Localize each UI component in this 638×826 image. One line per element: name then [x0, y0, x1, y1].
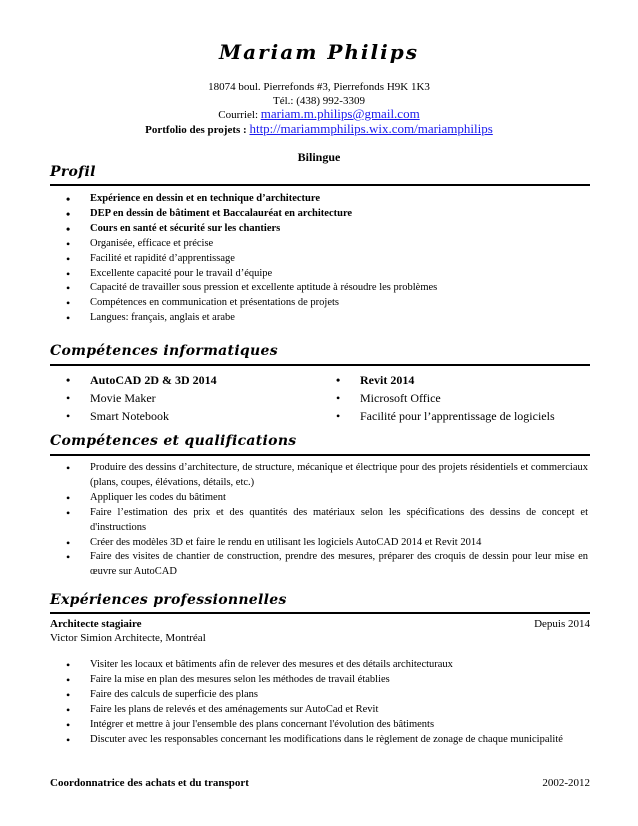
email-line	[0, 107, 638, 122]
section-title-profil: Profil	[50, 164, 96, 180]
bilingual-note: Bilingue	[297, 150, 341, 164]
list-item: • Faire des visites de chantier de construction, prendre des mesures, préparer des croquis de dessin pour leur mise en œuvre sur AutoCAD	[66, 550, 588, 580]
job-date: Depuis 2014	[534, 618, 590, 630]
section-divider	[50, 454, 590, 456]
list-item: • AutoCAD 2D & 3D 2014	[66, 371, 316, 389]
section-title-informatique: Compétences informatiques	[50, 343, 278, 359]
job-date: 2002-2012	[542, 777, 590, 789]
address: 18074 boul. Pierrefonds #3, Pierrefonds H9K 1K3	[208, 81, 430, 93]
list-item: • Faire des calculs de superficie des plans	[66, 688, 586, 703]
list-item: • Revit 2014	[336, 371, 596, 389]
list-item: • Organisée, efficace et précise	[66, 237, 586, 252]
list-item: • Expérience en dessin et en technique d’architecture	[66, 192, 586, 207]
section-title-qualifications: Compétences et qualifications	[50, 433, 297, 449]
email-label: Courriel:	[218, 109, 259, 121]
list-item: • Intégrer et mettre à jour l'ensemble des plans concernant l'évolution des bâtiments	[66, 718, 586, 733]
list-item: • Faire la mise en plan des mesures selon les méthodes de travail établies	[66, 673, 586, 688]
list-item: • Discuter avec les responsables concernant les modifications dans le règlement de zonage de chaque municipalité	[66, 733, 586, 748]
portfolio-link[interactable]: http://mariammphilips.wix.com/mariamphilips	[249, 121, 493, 136]
profile-list	[66, 192, 586, 326]
job-header	[50, 777, 590, 791]
list-item: • Excellente capacité pour le travail d’équipe	[66, 267, 586, 282]
list-item: • Appliquer les codes du bâtiment	[66, 491, 588, 506]
job-header	[50, 618, 590, 632]
list-item: • Créer des modèles 3D et faire le rendu en utilisant les logiciels AutoCAD 2014 et Revit 2014	[66, 536, 588, 551]
list-item: • Movie Maker	[66, 389, 316, 407]
list-item: • Faire les plans de relevés et des aménagements sur AutoCad et Revit	[66, 703, 586, 718]
qualifications-list	[66, 461, 588, 580]
section-divider	[50, 612, 590, 614]
list-item: • Facilité et rapidité d’apprentissage	[66, 252, 586, 267]
phone: Tél.: (438) 992-3309	[273, 95, 365, 107]
list-item: • Langues: français, anglais et arabe	[66, 311, 586, 326]
software-list-left	[66, 371, 316, 425]
list-item: • Produire des dessins d’architecture, de structure, mécanique et électrique pour des projets résidentiels et commerciaux (plans, coupes, élévations, détails, etc.)	[66, 461, 588, 491]
software-list-right	[336, 371, 596, 425]
list-item: • Cours en santé et sécurité sur les chantiers	[66, 222, 586, 237]
list-item: • Facilité pour l’apprentissage de logiciels	[336, 407, 596, 425]
list-item: • Microsoft Office	[336, 389, 596, 407]
list-item: • Smart Notebook	[66, 407, 316, 425]
candidate-name: Mariam Philips	[219, 40, 419, 64]
job-title: Architecte stagiaire	[50, 618, 142, 630]
list-item: • Visiter les locaux et bâtiments afin de relever des mesures et des détails architecturaux	[66, 658, 586, 673]
email-link[interactable]: mariam.m.philips@gmail.com	[260, 106, 420, 121]
job-employer: Victor Simion Architecte, Montréal	[50, 632, 206, 644]
section-title-experiences: Expériences professionnelles	[50, 592, 287, 608]
job-duties-list	[66, 658, 586, 747]
section-divider	[50, 184, 590, 186]
portfolio-label: Portfolio des projets :	[145, 124, 247, 136]
job-title: Coordonnatrice des achats et du transport	[50, 777, 249, 789]
section-divider	[50, 364, 590, 366]
portfolio-line	[0, 122, 638, 137]
job-employer-row	[50, 632, 590, 646]
list-item: • DEP en dessin de bâtiment et Baccalauréat en architecture	[66, 207, 586, 222]
list-item: • Faire l’estimation des prix et des quantités des matériaux selon les spécifications des dessins de concept et d'instructions	[66, 506, 588, 536]
list-item: • Capacité de travailler sous pression et excellente aptitude à résoudre les problèmes	[66, 281, 586, 296]
list-item: • Compétences en communication et présentations de projets	[66, 296, 586, 311]
